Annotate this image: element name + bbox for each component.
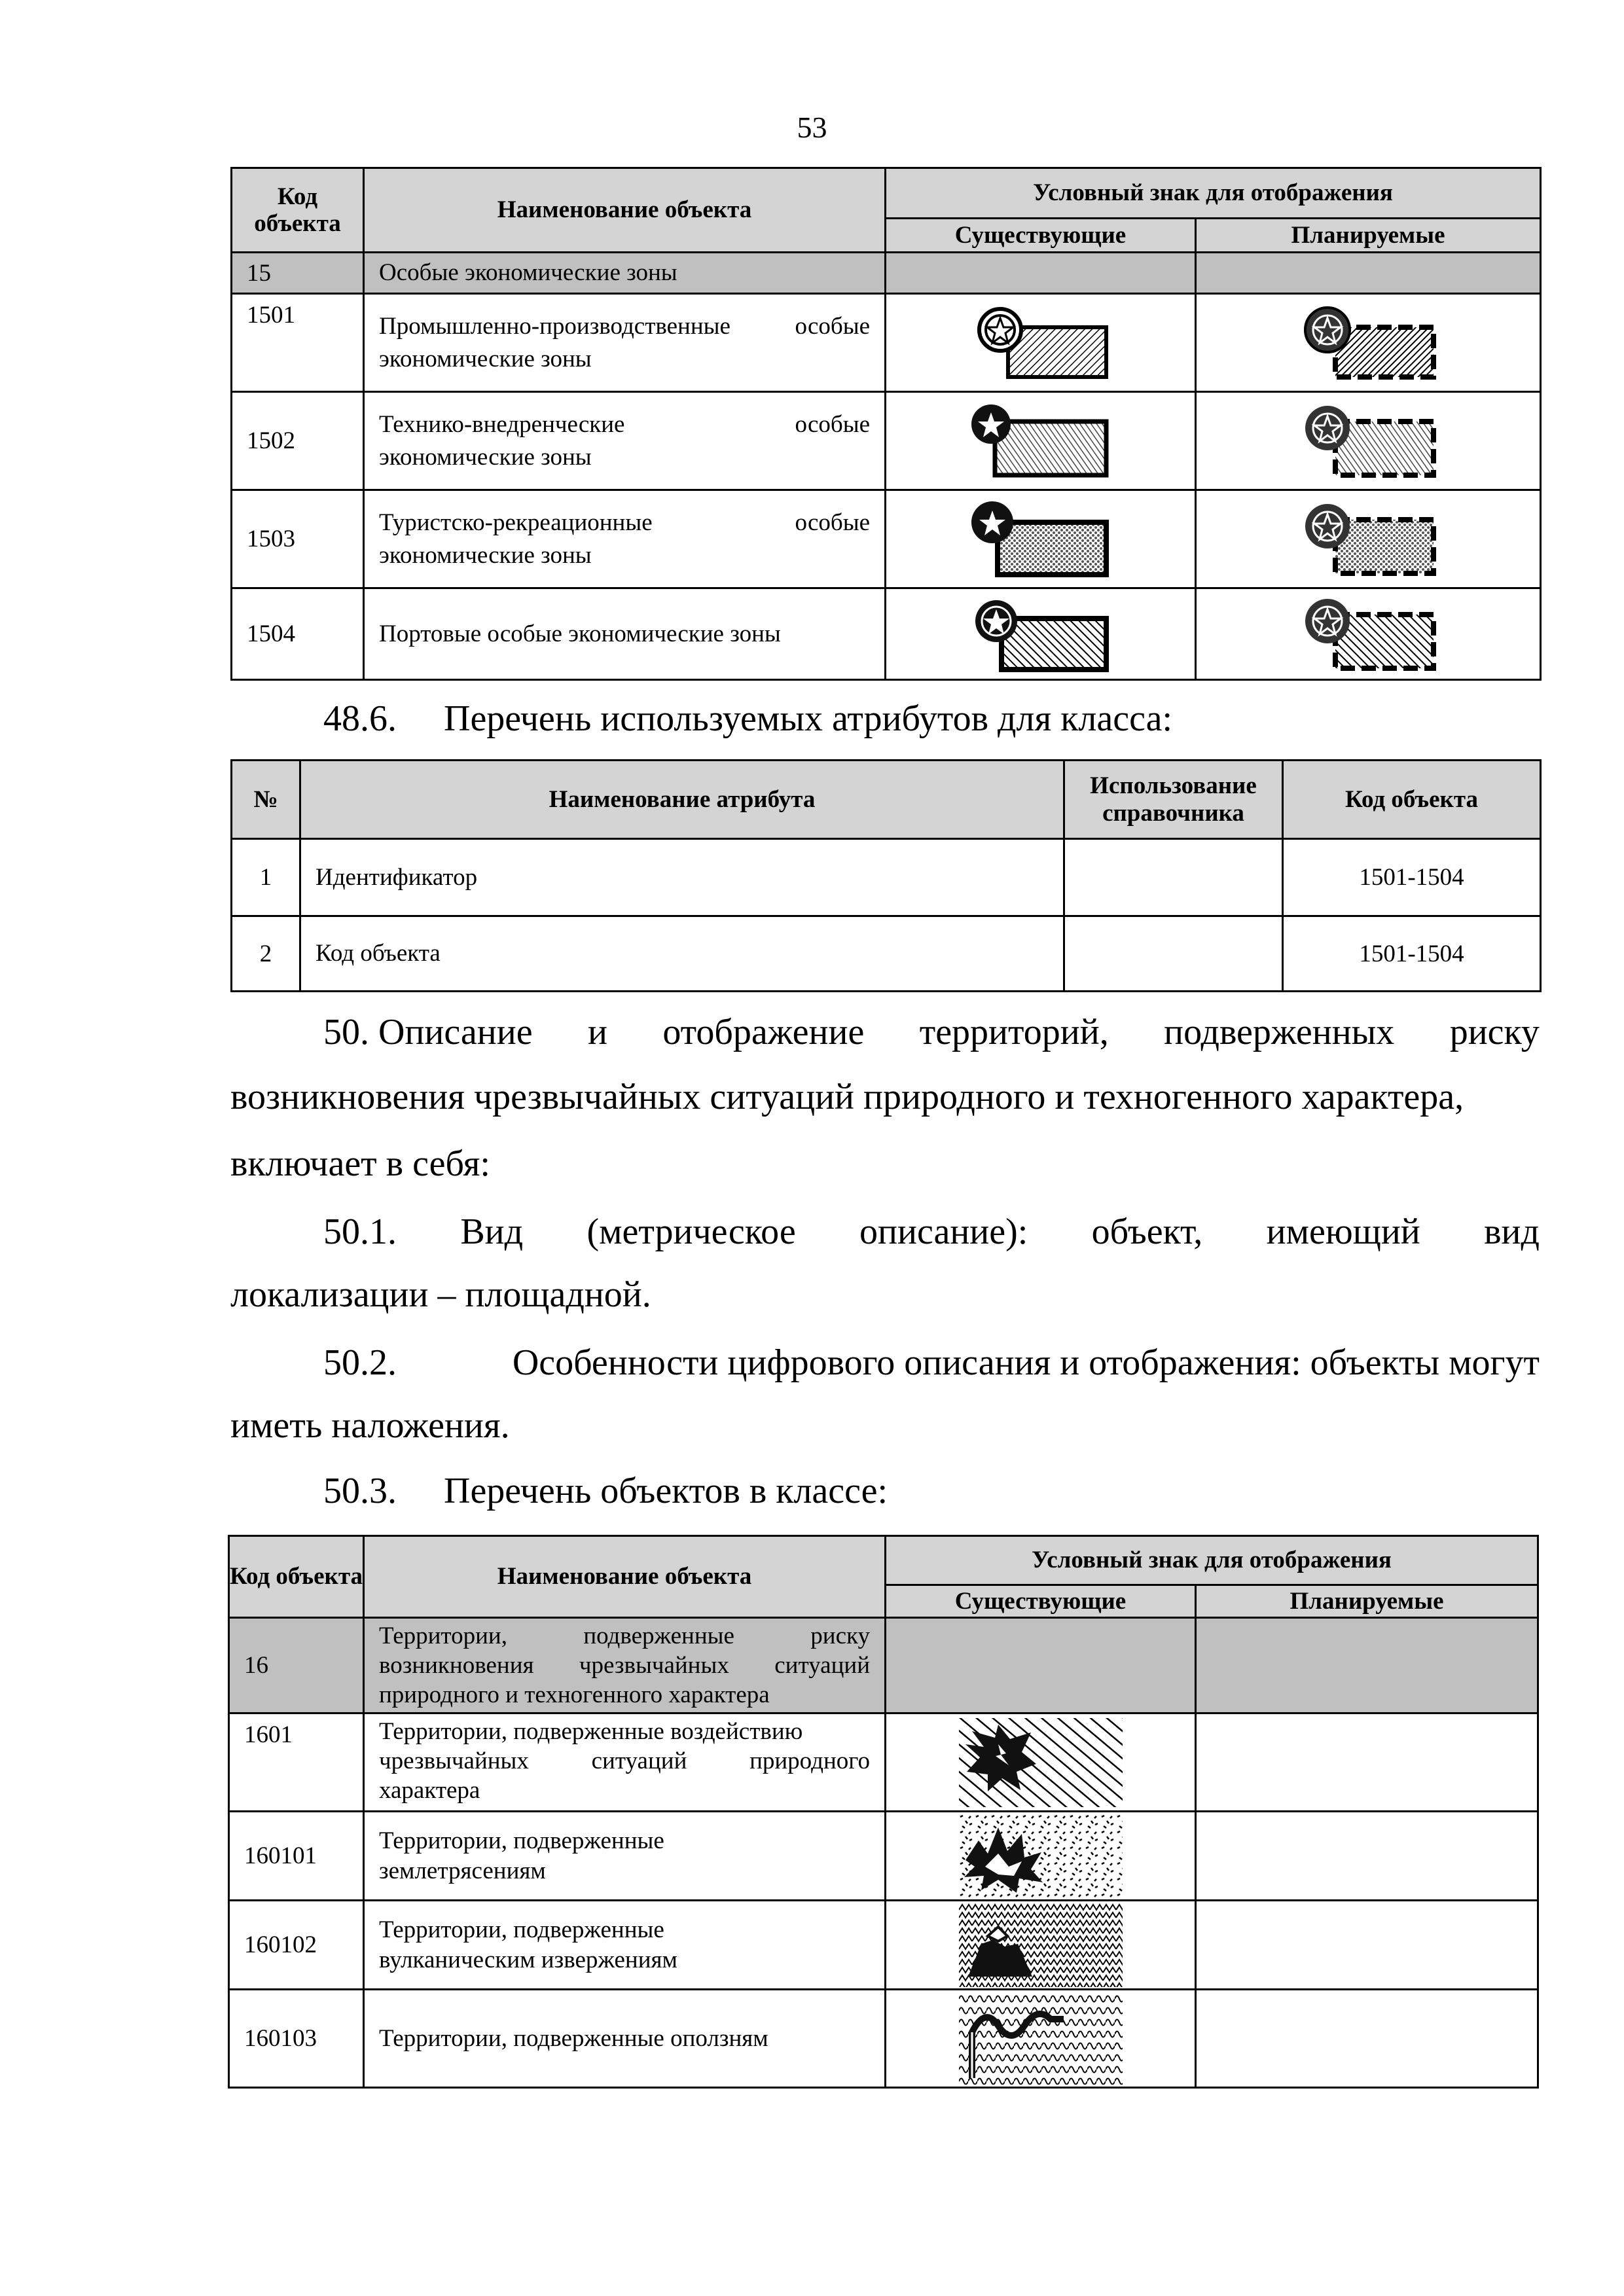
group-name-line3: природного и техногенного характера xyxy=(379,1681,770,1709)
group-row xyxy=(232,253,1541,294)
symbol-planned xyxy=(1196,490,1541,588)
row-name-rest: экономические зоны xyxy=(379,541,592,569)
header-existing: Существующие xyxy=(886,1585,1196,1618)
group-row xyxy=(229,1618,1538,1713)
row-ref xyxy=(1064,916,1283,992)
header-symbol: Условный знак для отображения xyxy=(886,1536,1538,1585)
header-name: Наименование объекта xyxy=(364,1536,886,1618)
row-name xyxy=(364,392,886,490)
symbol-planned xyxy=(1196,392,1541,490)
row-ref xyxy=(1064,839,1283,916)
symbol-existing xyxy=(886,1713,1196,1812)
word: 50. Описание xyxy=(323,1012,533,1052)
row-name-right: особые xyxy=(795,410,870,438)
hatched-area-icon xyxy=(959,1814,1123,1898)
row-num: 1 xyxy=(232,839,300,916)
word: ситуаций xyxy=(774,1651,870,1679)
hatched-area-icon xyxy=(1296,500,1440,579)
section-heading-50-3 xyxy=(323,1473,888,1509)
row-name-line3: характера xyxy=(379,1777,480,1804)
table-row xyxy=(229,1713,1538,1812)
row-attr: Идентификатор xyxy=(300,839,1064,916)
para-50-line3: включает в себя: xyxy=(230,1143,490,1184)
symbol-existing xyxy=(886,392,1196,490)
row-code: 160102 xyxy=(229,1901,364,1990)
word: Особенности цифрового описания и отображения: объекты могут xyxy=(512,1342,1540,1383)
row-num: 2 xyxy=(232,916,300,992)
word: отображение xyxy=(662,1012,865,1052)
para-50-2-line1 xyxy=(323,1342,1540,1384)
word: риску xyxy=(1449,1012,1540,1052)
header-planned: Планируемые xyxy=(1196,219,1541,253)
symbol-planned xyxy=(1196,294,1541,392)
header-planned: Планируемые xyxy=(1196,1585,1538,1618)
hatched-area-icon xyxy=(969,500,1113,579)
symbol-existing xyxy=(886,1812,1196,1901)
word: объект, xyxy=(1091,1211,1203,1252)
group-name: Особые экономические зоны xyxy=(364,253,886,294)
table-row xyxy=(232,588,1541,680)
header-ref: Использование справочника xyxy=(1064,761,1283,839)
row-name-line1: Территории, подверженные xyxy=(379,1827,664,1855)
row-name-line1: Территории, подверженные xyxy=(379,1916,664,1944)
para-50-2-line2: иметь наложения. xyxy=(230,1405,510,1446)
heading-number: 50.3. xyxy=(323,1471,397,1511)
row-name xyxy=(364,1812,886,1901)
hatched-area-icon xyxy=(969,402,1113,480)
word: подверженные xyxy=(583,1622,734,1649)
header-num: № xyxy=(232,761,300,839)
hatched-area-icon xyxy=(1296,402,1440,480)
word: подверженных xyxy=(1164,1012,1395,1052)
para-50-line1 xyxy=(323,1011,1540,1053)
attributes-table xyxy=(230,759,1542,992)
row-name-left: Технико-внедренческие xyxy=(379,410,625,438)
word: вид xyxy=(1484,1211,1540,1252)
word: 50.1. xyxy=(323,1211,397,1252)
word: и xyxy=(587,1012,607,1052)
hatched-area-icon xyxy=(969,304,1113,382)
row-code: 1501-1504 xyxy=(1283,916,1541,992)
symbol-existing xyxy=(886,294,1196,392)
star-badge-icon xyxy=(971,501,1013,543)
heading-text: Перечень используемых атрибутов для класса: xyxy=(444,698,1173,739)
word: территорий, xyxy=(919,1012,1109,1052)
star-badge-icon xyxy=(1305,308,1350,352)
heading-text: Перечень объектов в классе: xyxy=(444,1471,888,1511)
table-row xyxy=(229,1990,1538,2088)
row-attr: Код объекта xyxy=(300,916,1064,992)
row-name: Территории, подверженные оползням xyxy=(364,1990,886,2088)
word: природного xyxy=(749,1748,870,1775)
row-name xyxy=(364,490,886,588)
para-50-1-line1 xyxy=(323,1211,1540,1253)
header-code: Код объекта xyxy=(232,168,364,253)
table-row xyxy=(229,1812,1538,1901)
hatched-area-icon xyxy=(959,1903,1123,1987)
table-row xyxy=(232,839,1541,916)
table-row xyxy=(232,392,1541,490)
symbol-existing xyxy=(886,1901,1196,1990)
table-row xyxy=(232,294,1541,392)
row-code: 160103 xyxy=(229,1990,364,2088)
table-row xyxy=(229,1901,1538,1990)
row-name: Промышленно-производственные особые экономические зоны xyxy=(364,294,886,392)
symbol-existing xyxy=(886,490,1196,588)
header-name: Наименование объекта xyxy=(364,168,886,253)
word: ситуаций xyxy=(591,1748,687,1775)
star-badge-icon xyxy=(975,600,1017,642)
group-code: 16 xyxy=(229,1618,364,1713)
row-name-line1: Территории, подверженные воздействию xyxy=(379,1718,803,1745)
objects-table-15 xyxy=(230,167,1542,681)
star-badge-icon xyxy=(1305,504,1350,548)
group-name xyxy=(364,1618,886,1713)
section-heading-48-6 xyxy=(323,700,1172,737)
star-badge-icon xyxy=(1305,406,1350,450)
row-name-line2: землетрясениям xyxy=(379,1857,546,1884)
row-name-left: Туристско-рекреационные xyxy=(379,509,653,536)
hatched-area-icon xyxy=(1296,304,1440,382)
word: возникновения xyxy=(379,1651,534,1679)
row-name-rest: экономические зоны xyxy=(379,443,592,471)
star-badge-icon xyxy=(979,309,1021,351)
row-code: 1503 xyxy=(232,490,364,588)
symbol-existing xyxy=(886,588,1196,680)
word: риску xyxy=(810,1622,870,1649)
group-code: 15 xyxy=(232,253,364,294)
row-name-line2: вулканическим извержениям xyxy=(379,1946,677,1973)
page-number: 53 xyxy=(797,111,827,144)
symbol-planned xyxy=(1196,588,1541,680)
table-row xyxy=(232,916,1541,992)
table-row xyxy=(232,490,1541,588)
star-badge-icon xyxy=(1305,599,1350,643)
word: Территории, xyxy=(379,1622,507,1649)
row-code: 1501 xyxy=(232,294,364,392)
hatched-area-icon xyxy=(959,1993,1123,2085)
header-existing: Существующие xyxy=(886,219,1196,253)
row-code: 1501-1504 xyxy=(1283,839,1541,916)
heading-number: 48.6. xyxy=(323,698,397,739)
word: 50.2. xyxy=(323,1342,397,1383)
row-name-right: особые xyxy=(795,509,870,536)
word: (метрическое xyxy=(586,1211,796,1252)
row-code: 1504 xyxy=(232,588,364,680)
word: описание): xyxy=(859,1211,1028,1252)
row-name xyxy=(364,1901,886,1990)
row-name xyxy=(364,1713,886,1812)
star-badge-icon xyxy=(971,404,1011,444)
header-code: Код объекта xyxy=(1283,761,1541,839)
hatched-area-icon xyxy=(1296,595,1440,673)
symbol-existing xyxy=(886,1990,1196,2088)
header-code: Код объекта xyxy=(229,1536,364,1618)
row-code: 1502 xyxy=(232,392,364,490)
hatched-area-icon xyxy=(969,595,1113,673)
hatched-area-icon xyxy=(959,1718,1123,1807)
word: имеющий xyxy=(1266,1211,1420,1252)
header-attr: Наименование атрибута xyxy=(300,761,1064,839)
header-symbol: Условный знак для отображения xyxy=(886,168,1541,219)
word: чрезвычайных xyxy=(379,1748,529,1775)
word: Вид xyxy=(460,1211,524,1252)
row-name: Портовые особые экономические зоны xyxy=(364,588,886,680)
row-code: 160101 xyxy=(229,1812,364,1901)
para-50-line2: возникновения чрезвычайных ситуаций природного и техногенного характера, xyxy=(230,1077,1464,1117)
para-50-1-line2: локализации – площадной. xyxy=(230,1274,651,1315)
objects-table-16 xyxy=(228,1535,1539,2089)
word: чрезвычайных xyxy=(579,1651,729,1679)
row-code: 1601 xyxy=(229,1713,364,1812)
